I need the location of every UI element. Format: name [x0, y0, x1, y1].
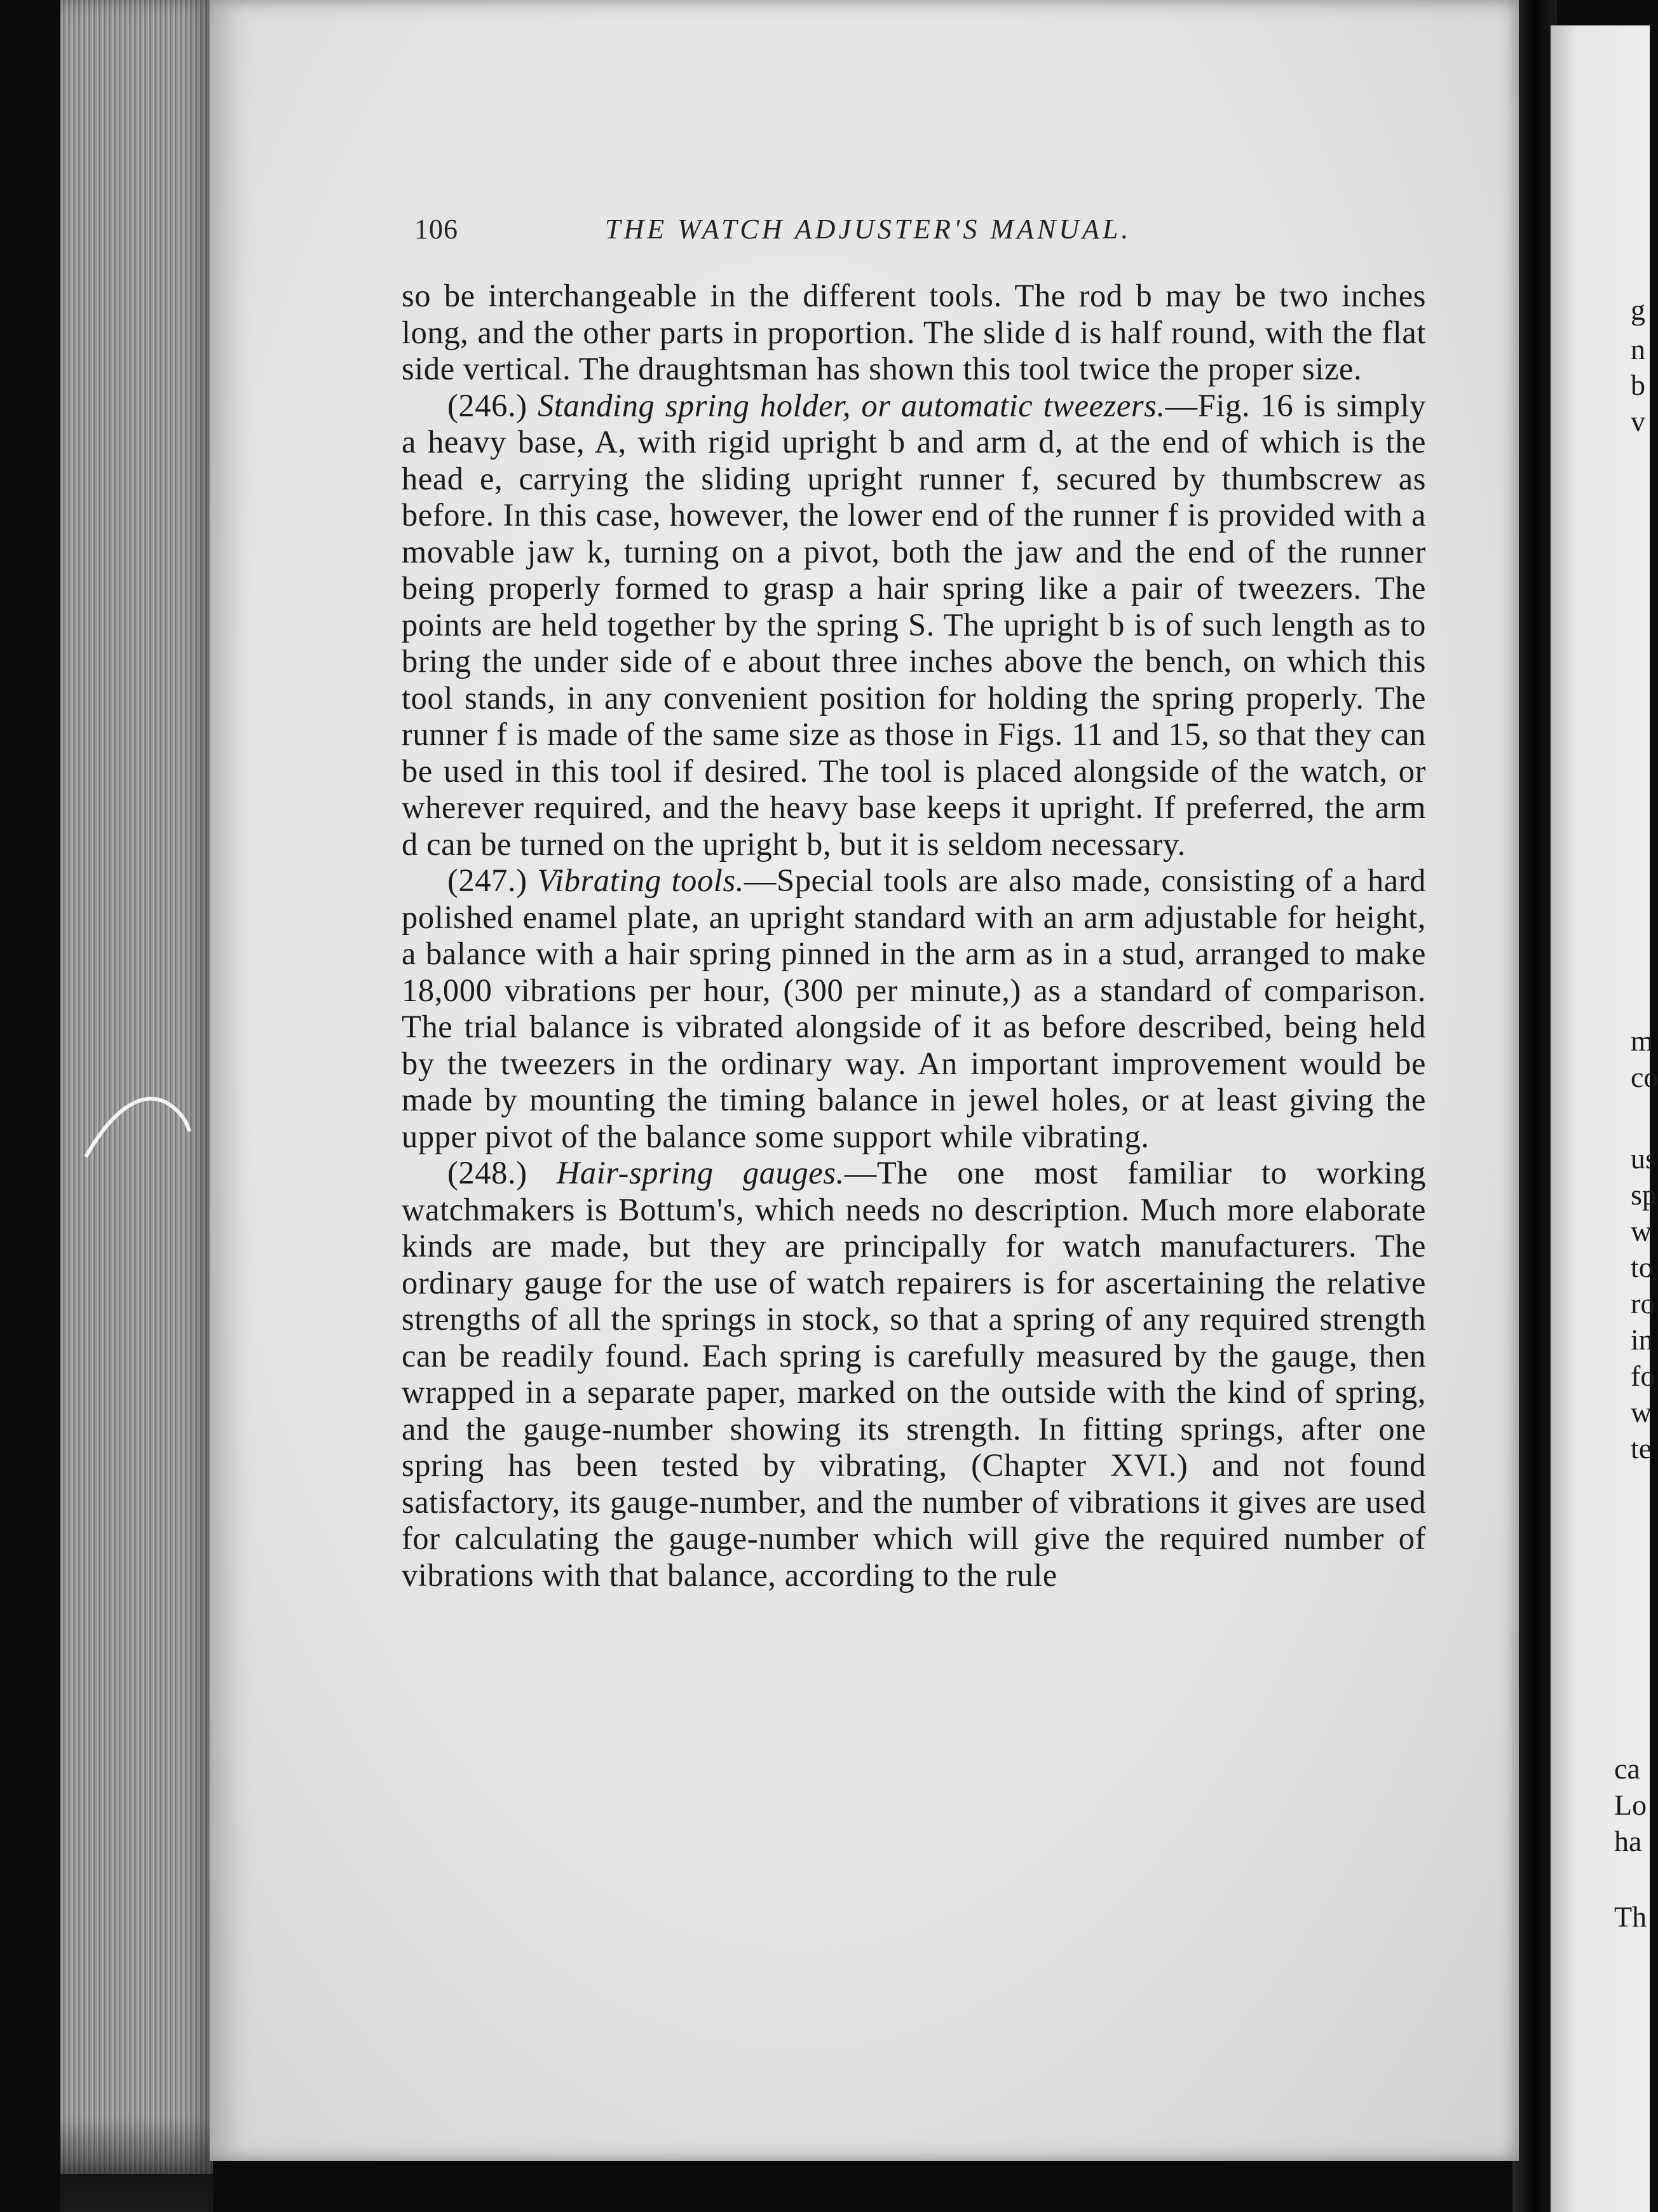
adjacent-page-fragment: n	[1631, 333, 1645, 365]
book-page-edges-shadow	[60, 2117, 213, 2212]
adjacent-page-fragment: ha	[1614, 1825, 1642, 1857]
adjacent-page-fragment: w	[1631, 1396, 1652, 1428]
adjacent-page-fragment: m	[1631, 1025, 1654, 1057]
paragraph-text: so be interchangeable in the different tools. The rod b may be two inches long, and the other parts in proportion. The slide d is half round, with the flat side vertical. The draughtsman has shown this tool twice the proper size.	[402, 278, 1426, 386]
adjacent-page-fragment: Th	[1614, 1901, 1647, 1933]
paragraph-number: (248.)	[447, 1155, 527, 1191]
paragraph-heading: Standing spring holder, or automatic tweezers.	[538, 387, 1165, 423]
adjacent-page-fragment: fo	[1631, 1360, 1655, 1392]
running-title: THE WATCH ADJUSTER'S MANUAL.	[605, 214, 1132, 245]
adjacent-page-fragment: b	[1631, 369, 1645, 401]
paragraph-heading: Vibrating tools.	[537, 863, 744, 898]
adjacent-page	[1551, 25, 1658, 2212]
paragraph-number: (246.)	[447, 387, 527, 423]
scan-artifact-mark	[76, 1081, 216, 1170]
adjacent-page-fragment: ca	[1614, 1752, 1640, 1785]
page-number: 106	[414, 214, 458, 245]
adjacent-page-fragment: te	[1631, 1432, 1652, 1464]
paragraph-text: —Fig. 16 is simply a heavy base, A, with rigid upright b and arm d, at the end of which is the head e, carrying the sliding upright runner f, secured by thumbscrew as before. In this case, however, the lower end of the runner f is provided with a movable jaw k, turning on a pivot, both the jaw and the end of the runner being properly formed to grasp a hair spring like a pair of tweezers. The points are held together by the spring S. The upright b is of such length as to bring the under side of e about three inches above the bench, on which this tool stands, in any convenient position for holding the spring properly. The runner f is made of the same size as those in Figs. 11 and 15, so that they can be used in this tool if desired. The tool is placed alongside of the watch, or wherever required, and the heavy base keeps it upright. If preferred, the arm d can be turned on the upright b, but it is seldom necessary.	[402, 387, 1426, 862]
paragraph-number: (247.)	[447, 863, 527, 898]
adjacent-page-fragment: sp	[1631, 1178, 1657, 1211]
paragraph-248	[402, 1155, 1426, 1594]
adjacent-page-fragment: w	[1631, 1215, 1652, 1247]
paragraph-continuation	[402, 278, 1426, 388]
adjacent-page-fragment: us	[1631, 1142, 1657, 1175]
adjacent-page-fragment: co	[1631, 1061, 1658, 1093]
adjacent-page-fragment: in	[1631, 1323, 1654, 1356]
page-body	[402, 278, 1426, 1594]
adjacent-page-fragment: v	[1631, 405, 1645, 437]
paragraph-247	[402, 863, 1426, 1155]
paragraph-heading: Hair-spring gauges.	[556, 1155, 845, 1191]
adjacent-page-fragment: to	[1631, 1251, 1654, 1283]
adjacent-page-fragment: g	[1631, 294, 1645, 326]
paragraph-text: —Special tools are also made, consisting of a hard polished enamel plate, an upright standard with an arm adjustable for height, a balance with a hair spring pinned in the arm as in a stud, arranged to make 18,000 vibrations per hour, (300 per minute,) as a standard of comparison. The trial balance is vibrated alongside of it as before described, being held by the tweezers in the ordinary way. An important improvement would be made by mounting the timing balance in jewel holes, or at least giving the upper pivot of the balance some support while vibrating.	[402, 863, 1426, 1154]
adjacent-page-fragment: Lo	[1614, 1789, 1647, 1821]
adjacent-page-fragment: ro	[1631, 1287, 1655, 1320]
paragraph-246	[402, 388, 1426, 863]
paragraph-text: —The one most familiar to working watchmakers is Bottum's, which needs no description. Much more elaborate kinds are made, but they are principally for watch manufacturers. The ordinary gauge for the use of watch repairers is for ascertaining the relative strengths of all the springs in stock, so that a spring of any required strength can be readily found. Each spring is carefully measured by the gauge, then wrapped in a separate paper, marked on the outside with the kind of spring, and the gauge-number showing its strength. In fitting springs, after one spring has been tested by vibrating, (Chapter XVI.) and not found satisfactory, its gauge-number, and the number of vibrations it gives are used for calculating the gauge-number which will give the required number of vibrations with that balance, according to the rule	[402, 1155, 1427, 1593]
